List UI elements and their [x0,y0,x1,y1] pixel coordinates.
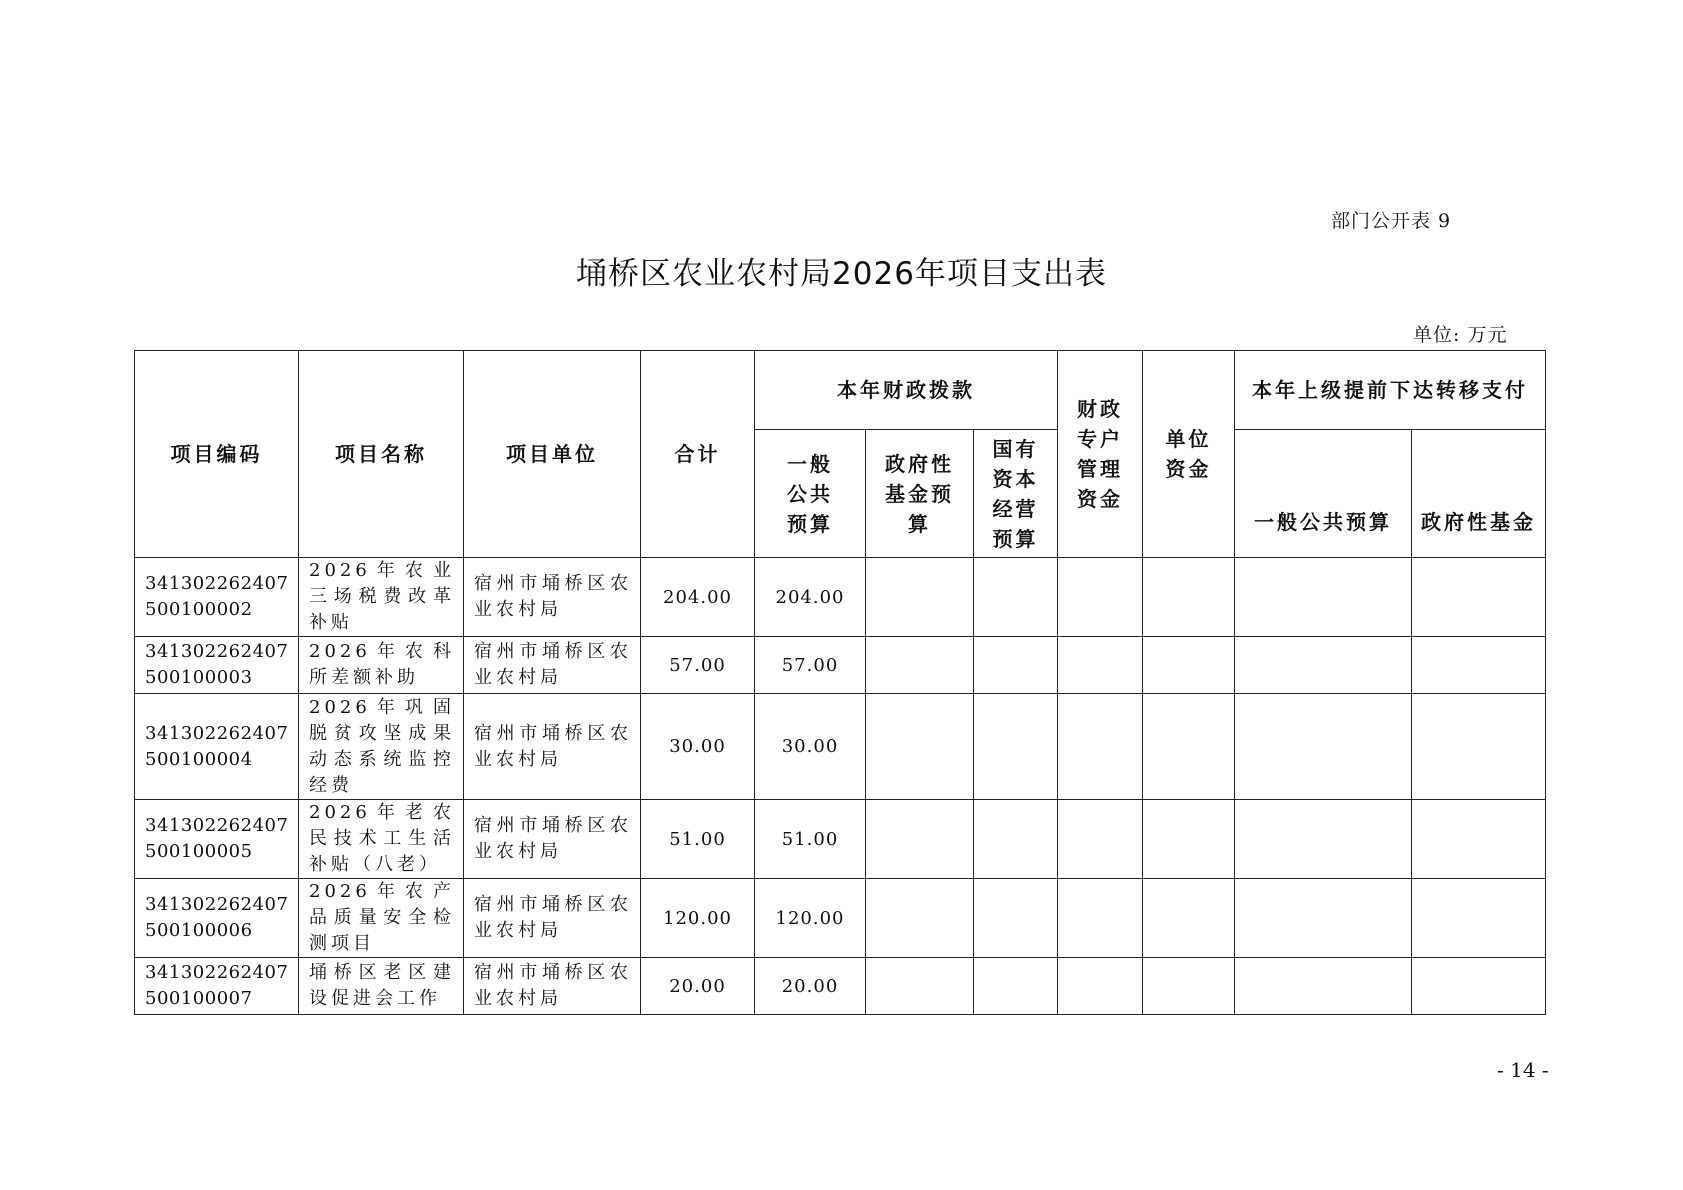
empty-cell [1058,694,1143,800]
empty-cell [866,694,974,800]
table-row [135,800,1546,879]
empty-cell [1058,800,1143,879]
header-transfer-fund: 政府性基金 [1412,430,1546,558]
empty-cell [1412,879,1546,958]
page-title: 埇桥区农业农村局2026年项目支出表 [576,256,1107,292]
header-fiscal-fund [866,430,974,558]
row-unit: 宿州市埇桥区农业农村局 [464,558,641,637]
empty-cell [1412,694,1546,800]
empty-cell [866,958,974,1015]
row-name: 2026年农科所差额补助 [299,637,464,694]
row-unit: 宿州市埇桥区农业农村局 [464,958,641,1015]
row-unit: 宿州市埇桥区农业农村局 [464,637,641,694]
row-total: 204.00 [641,558,755,637]
header-own-funds-label: 单位资金 [1165,427,1212,481]
empty-cell [1235,958,1412,1015]
row-total: 57.00 [641,637,755,694]
empty-cell [1412,958,1546,1015]
empty-cell [1235,694,1412,800]
row-unit: 宿州市埇桥区农业农村局 [464,694,641,800]
row-general: 20.00 [755,958,866,1015]
row-unit: 宿州市埇桥区农业农村局 [464,879,641,958]
table-row [135,879,1546,958]
empty-cell [1235,879,1412,958]
header-transfer-group: 本年上级提前下达转移支付 [1235,351,1546,430]
empty-cell [1058,637,1143,694]
empty-cell [1143,637,1235,694]
table-row [135,637,1546,694]
header-code: 项目编码 [135,351,299,558]
page-number: - 14 - [1497,1058,1549,1082]
header-special-account-label: 财政专户管理资金 [1077,397,1124,511]
header-total: 合计 [641,351,755,558]
header-fiscal-fund-label: 政府性基金预算 [885,451,954,536]
table-row [135,958,1546,1015]
row-name: 2026年农业三场税费改革补贴 [299,558,464,637]
row-code: 341302262407500100003 [135,637,299,694]
empty-cell [1412,637,1546,694]
header-transfer-general: 一般公共预算 [1235,430,1412,558]
empty-cell [1143,558,1235,637]
row-code: 341302262407500100002 [135,558,299,637]
header-special-account [1058,351,1143,558]
header-own-funds [1143,351,1235,558]
row-general: 204.00 [755,558,866,637]
empty-cell [974,558,1058,637]
empty-cell [1143,694,1235,800]
row-code: 341302262407500100005 [135,800,299,879]
empty-cell [1412,558,1546,637]
row-general: 57.00 [755,637,866,694]
empty-cell [866,879,974,958]
project-expenditure-table [134,350,1546,1015]
row-code: 341302262407500100007 [135,958,299,1015]
unit-note: 单位: 万元 [1413,324,1508,346]
empty-cell [866,800,974,879]
header-fiscal-general-label: 一般公共预算 [787,451,833,536]
row-name: 埇桥区老区建设促进会工作 [299,958,464,1015]
header-unit: 项目单位 [464,351,641,558]
row-general: 30.00 [755,694,866,800]
row-general: 120.00 [755,879,866,958]
empty-cell [974,879,1058,958]
empty-cell [1412,800,1546,879]
empty-cell [866,558,974,637]
empty-cell [974,694,1058,800]
empty-cell [1235,558,1412,637]
row-total: 20.00 [641,958,755,1015]
empty-cell [1235,800,1412,879]
row-general: 51.00 [755,800,866,879]
row-name: 2026年农产品质量安全检测项目 [299,879,464,958]
header-fiscal-state [974,430,1058,558]
empty-cell [1143,800,1235,879]
row-unit: 宿州市埇桥区农业农村局 [464,800,641,879]
empty-cell [1058,879,1143,958]
empty-cell [1058,958,1143,1015]
empty-cell [974,800,1058,879]
empty-cell [866,637,974,694]
form-number: 部门公开表 9 [1331,210,1452,232]
row-name: 2026年巩固脱贫攻坚成果动态系统监控经费 [299,694,464,800]
empty-cell [1235,637,1412,694]
table-row [135,558,1546,637]
header-fiscal-group: 本年财政拨款 [755,351,1058,430]
table-row [135,694,1546,800]
row-total: 51.00 [641,800,755,879]
empty-cell [1143,879,1235,958]
row-total: 120.00 [641,879,755,958]
empty-cell [1058,558,1143,637]
row-total: 30.00 [641,694,755,800]
header-fiscal-general [755,430,866,558]
empty-cell [974,637,1058,694]
header-fiscal-state-label: 国有资本经营预算 [992,436,1039,551]
row-name: 2026年老农民技术工生活补贴（八老） [299,800,464,879]
row-code: 341302262407500100004 [135,694,299,800]
empty-cell [974,958,1058,1015]
row-code: 341302262407500100006 [135,879,299,958]
header-name: 项目名称 [299,351,464,558]
empty-cell [1143,958,1235,1015]
